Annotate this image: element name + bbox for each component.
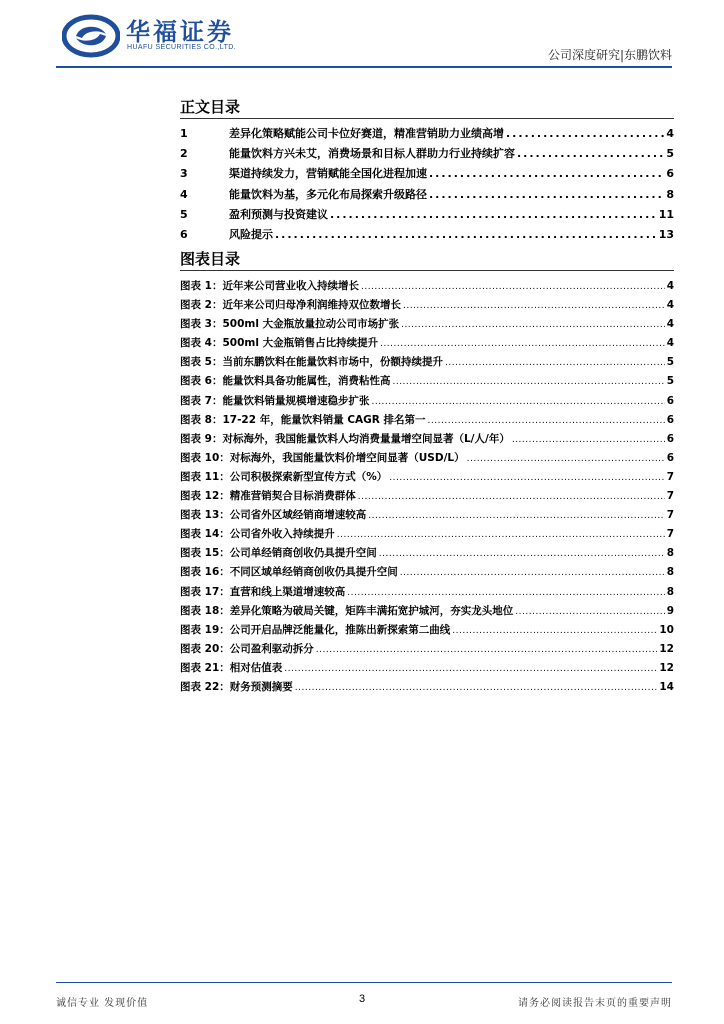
figure-entry-title: 图表 16：不同区域单经销商创收仍具提升空间 — [180, 566, 398, 579]
figure-entry[interactable] — [180, 278, 674, 297]
figure-entry-page: 6 — [666, 413, 674, 426]
toc-entry[interactable] — [180, 206, 674, 226]
figure-entry-title: 图表 15：公司单经销商创收仍具提升空间 — [180, 547, 377, 560]
figure-entry-title: 图表 20：公司盈利驱动拆分 — [180, 642, 314, 655]
figure-entry-page: 7 — [666, 509, 674, 522]
figure-entry[interactable] — [180, 335, 674, 354]
figure-entry-page: 5 — [666, 356, 674, 369]
toc-entry[interactable] — [180, 165, 674, 185]
figure-leader-dots — [284, 664, 657, 674]
figure-entry[interactable] — [180, 354, 674, 373]
figure-leader-dots — [389, 473, 664, 483]
toc-entry-title: 能量饮料为基，多元化布局探索升级路径 — [229, 187, 427, 201]
figure-leader-dots — [403, 301, 665, 311]
footer-slogan: 诚信专业 发现价值 — [56, 998, 149, 1009]
toc-leader-dots — [506, 127, 664, 140]
figure-entry-page: 4 — [666, 318, 674, 331]
report-type: 公司深度研究|东鹏饮料 — [547, 48, 672, 62]
toc-entry-number: 4 — [180, 187, 188, 201]
figure-entry-title: 图表 5：当前东鹏饮料在能量饮料市场中，份额持续提升 — [180, 356, 443, 369]
figure-entry-title: 图表 3：500ml 大金瓶放量拉动公司市场扩张 — [180, 318, 400, 331]
figure-entry-title: 图表 4：500ml 大金瓶销售占比持续提升 — [180, 337, 379, 350]
figure-leader-dots — [467, 454, 665, 464]
toc-entry-page: 8 — [666, 187, 674, 201]
figure-leader-dots — [347, 588, 664, 598]
figure-entry-page: 12 — [659, 642, 674, 655]
figure-entry-title: 图表 17：直营和线上渠道增速较高 — [180, 585, 346, 598]
toc-entry-title: 能量饮料方兴未艾，消费场景和目标人群助力行业持续扩容 — [229, 147, 515, 161]
figure-entry-page: 7 — [666, 490, 674, 503]
figure-entry-title: 图表 10：对标海外，我国能量饮料价增空间显著（USD/L） — [180, 451, 465, 464]
figure-entry-title: 图表 12：精准营销契合目标消费群体 — [180, 490, 356, 503]
figure-entry[interactable] — [180, 316, 674, 335]
figure-entry-page: 12 — [659, 661, 674, 674]
toc-entry[interactable] — [180, 125, 674, 145]
toc-leader-dots — [429, 188, 664, 201]
toc-entry-number: 2 — [180, 147, 188, 161]
toc-list — [180, 125, 674, 246]
figure-entry-page: 6 — [666, 432, 674, 445]
toc-entry[interactable] — [180, 186, 674, 206]
toc-entry[interactable] — [180, 145, 674, 165]
toc-leader-dots — [517, 147, 664, 160]
figure-leader-dots — [295, 683, 658, 693]
figure-entry-title: 图表 13：公司省外区域经销商增速较高 — [180, 509, 367, 522]
figure-entry-page: 4 — [666, 280, 674, 292]
figure-leader-dots — [392, 377, 664, 387]
figure-entry-page: 8 — [666, 547, 674, 560]
figure-entry-title: 图表 8：17-22 年，能量饮料销量 CAGR 排名第一 — [180, 413, 426, 426]
figure-leader-dots — [371, 397, 664, 407]
figure-leader-dots — [400, 568, 665, 578]
figure-leader-dots — [452, 626, 657, 636]
figure-entry-title: 图表 1：近年来公司营业收入持续增长 — [180, 280, 359, 292]
figure-leader-dots — [379, 549, 665, 559]
brand-name-en: HUAFU SECURITIES CO.,LTD. — [127, 44, 237, 51]
toc-entry-page: 6 — [666, 167, 674, 181]
figure-entry[interactable] — [180, 679, 674, 698]
page-header — [0, 0, 724, 70]
toc-entry-page: 5 — [666, 147, 674, 161]
figure-entry-page: 7 — [666, 528, 674, 541]
figure-entry-title: 图表 19：公司开启品牌泛能量化，推陈出新探索第二曲线 — [180, 623, 451, 636]
figure-leader-dots — [445, 358, 665, 368]
huafu-logo-icon — [62, 14, 120, 58]
footer-divider — [56, 982, 672, 983]
figure-entry[interactable] — [180, 450, 674, 469]
toc-entry-number: 3 — [180, 167, 188, 181]
figure-entry[interactable] — [180, 641, 674, 660]
figure-leader-dots — [358, 492, 665, 502]
figure-leader-dots — [368, 511, 664, 521]
figure-entry-title: 图表 18：差异化策略为破局关键，矩阵丰满拓宽护城河，夯实龙头地位 — [180, 604, 514, 617]
figure-entry[interactable] — [180, 297, 674, 316]
figure-entry-title: 图表 21：相对估值表 — [180, 661, 283, 674]
toc-entry-number: 1 — [180, 127, 188, 140]
toc-entry-page: 4 — [666, 127, 674, 140]
figure-entry-title: 图表 9：对标海外，我国能量饮料人均消费量量增空间显著（L/人/年） — [180, 432, 510, 445]
figure-entry-title: 图表 2：近年来公司归母净利润维持双位数增长 — [180, 299, 401, 312]
figure-entry[interactable] — [180, 469, 674, 488]
figure-entry[interactable] — [180, 488, 674, 507]
toc-entry-title: 差异化策略赋能公司卡位好赛道，精准营销助力业绩高增 — [229, 127, 504, 140]
figure-entry[interactable] — [180, 431, 674, 450]
figure-entry[interactable] — [180, 660, 674, 679]
toc-title: 正文目录 — [180, 98, 241, 116]
toc-title-divider — [180, 118, 674, 119]
figure-entry-page: 5 — [666, 375, 674, 388]
figure-entry-title: 图表 6：能量饮料具备功能属性，消费粘性高 — [180, 375, 391, 388]
toc-leader-dots — [275, 228, 657, 241]
figure-entry-title: 图表 11：公司积极探索新型宣传方式（%） — [180, 470, 388, 483]
figure-leader-dots — [316, 645, 658, 655]
toc-entry-title: 渠道持续发力，营销赋能全国化进程加速 — [229, 167, 427, 181]
footer-disclaimer: 请务必阅读报告末页的重要声明 — [518, 998, 672, 1009]
header-divider — [56, 66, 672, 68]
toc-entry-title: 风险提示 — [229, 227, 273, 241]
figure-entry-title: 图表 7：能量饮料销量规模增速稳步扩张 — [180, 394, 370, 407]
figure-entry[interactable] — [180, 622, 674, 641]
figure-entry-page: 9 — [666, 604, 674, 617]
figure-leader-dots — [401, 320, 665, 330]
figure-entry-page: 10 — [659, 623, 674, 636]
figure-entry-page: 8 — [666, 585, 674, 598]
toc-entry-number: 6 — [180, 227, 188, 241]
figure-leader-dots — [515, 607, 664, 617]
figure-entry[interactable] — [180, 526, 674, 545]
figure-leader-dots — [337, 530, 665, 540]
figure-entry-page: 8 — [666, 566, 674, 579]
figure-entry-page: 6 — [666, 394, 674, 407]
figure-entry[interactable] — [180, 584, 674, 603]
figure-leader-dots — [380, 339, 665, 349]
figure-entry-page: 14 — [659, 680, 674, 693]
figure-entry-title: 图表 22：财务预测摘要 — [180, 680, 293, 693]
figure-leader-dots — [361, 282, 665, 292]
toc-entry[interactable] — [180, 226, 674, 246]
figure-entry-title: 图表 14：公司省外收入持续提升 — [180, 528, 335, 541]
figure-leader-dots — [512, 435, 665, 445]
figure-entry[interactable] — [180, 373, 674, 392]
figure-entry[interactable] — [180, 545, 674, 564]
figure-entry-page: 6 — [666, 451, 674, 464]
toc-leader-dots — [330, 208, 657, 221]
toc-entry-page: 13 — [658, 227, 674, 241]
toc-leader-dots — [429, 167, 664, 180]
figures-title-divider — [180, 270, 674, 271]
toc-entry-number: 5 — [180, 207, 188, 221]
figure-entry[interactable] — [180, 507, 674, 526]
figures-title: 图表目录 — [180, 250, 241, 268]
brand-name-cn: 华福证券 — [126, 17, 234, 46]
figure-entry[interactable] — [180, 412, 674, 431]
figure-entry-page: 4 — [666, 299, 674, 312]
toc-entry-title: 盈利预测与投资建议 — [229, 207, 328, 221]
page-number: 3 — [358, 993, 366, 1005]
figure-entry-page: 7 — [666, 470, 674, 483]
figure-leader-dots — [428, 416, 665, 426]
figure-entry[interactable] — [180, 393, 674, 412]
figure-entry[interactable] — [180, 564, 674, 583]
toc-entry-page: 11 — [658, 207, 674, 221]
figure-entry[interactable] — [180, 603, 674, 622]
figures-list — [180, 278, 674, 698]
figure-entry-page: 4 — [666, 337, 674, 350]
